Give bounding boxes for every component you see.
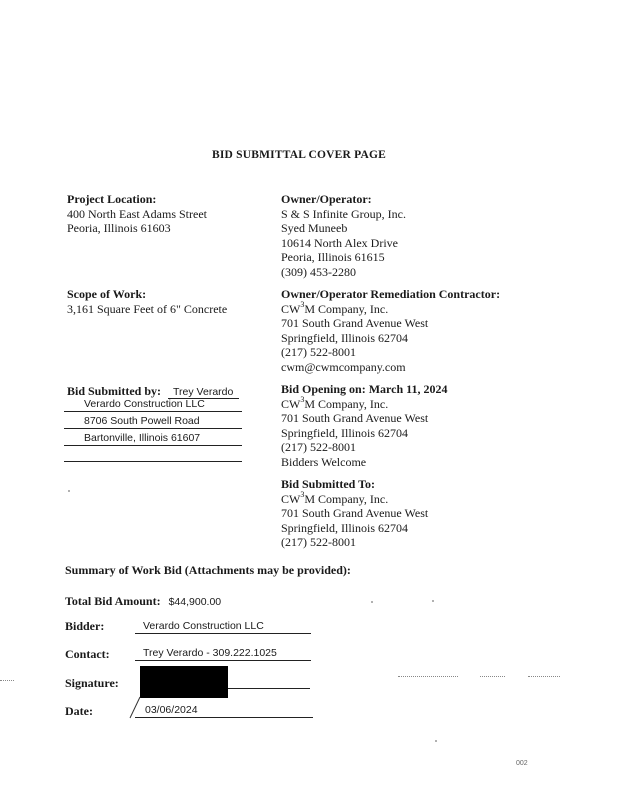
blank-line [64,449,242,462]
bidder-value: Verardo Construction LLC [135,620,311,634]
project-location-heading: Project Location: [67,192,157,206]
owner-operator-line: Peoria, Illinois 61615 [281,250,385,264]
scan-speck [371,601,373,603]
owner-operator-block [281,192,406,279]
date-value: 03/06/2024 [135,704,313,718]
page-mark: 002 [516,760,528,767]
bid-opening-line: Bidders Welcome [281,454,367,469]
signature-redaction [140,666,228,698]
owner-operator-line: Syed Muneeb [281,221,348,235]
scan-speck [432,600,434,602]
bid-submitted-to-line: 701 South Grand Avenue West [281,506,429,520]
project-location-line: 400 North East Adams Street [67,206,207,221]
remediation-contractor-block [281,287,500,374]
scope-of-work-line: 3,161 Square Feet of 6" Concrete [67,301,228,316]
bid-submitted-to-line: Springfield, Illinois 62704 [281,520,408,535]
scan-speck [68,490,70,492]
scan-artifact-line [0,680,14,681]
contact-label: Contact: [65,647,110,661]
scope-of-work-heading: Scope of Work: [67,287,147,301]
contact-value: Trey Verardo - 309.222.1025 [135,647,311,661]
bid-submitted-to-company: $CW^3M$ Company, Inc. [281,489,389,506]
scan-speck [435,740,437,742]
owner-operator-line: (309) 453-2280 [281,264,356,279]
owner-operator-line: S & S Infinite Group, Inc. [281,206,406,221]
bidder-street-line: 8706 South Powell Road [64,415,242,429]
remediation-contractor-email: cwm@cwmcompany.com [281,359,406,374]
bid-submitted-to-heading: Bid Submitted To: [281,477,376,491]
bid-opening-line: (217) 522-8001 [281,440,356,454]
bid-submitted-by-heading: Bid Submitted by: [67,384,162,398]
bid-opening-company: $CW^3M$ Company, Inc. [281,394,389,411]
signature-line [228,688,310,689]
bid-opening-line: Springfield, Illinois 62704 [281,425,408,440]
bid-submitted-by-address [64,398,242,462]
scan-artifact-line [528,676,560,677]
bidder-label: Bidder: [65,619,105,633]
total-bid-row [65,592,221,610]
remediation-contractor-line: 701 South Grand Avenue West [281,316,429,330]
bid-submitted-by-name: Trey Verardo [168,386,239,399]
scan-artifact-line [480,676,505,677]
date-label: Date: [65,704,93,718]
bid-submitted-to-block [281,477,428,550]
remediation-contractor-line: (217) 522-8001 [281,345,356,359]
signature-label: Signature: [65,676,119,690]
bid-opening-heading: Bid Opening on: March 11, 2024 [281,382,448,396]
bidder-city-line: Bartonville, Illinois 61607 [64,432,242,446]
project-location-block [67,192,207,236]
bid-opening-block [281,382,447,469]
remediation-contractor-line: Springfield, Illinois 62704 [281,330,408,345]
bid-submitted-to-line: (217) 522-8001 [281,535,356,549]
total-bid-value: $44,900.00 [168,596,222,608]
bid-opening-line: 701 South Grand Avenue West [281,411,429,425]
project-location-line: Peoria, Illinois 61603 [67,221,171,235]
owner-operator-line: 10614 North Alex Drive [281,235,398,250]
scope-of-work-block [67,287,227,316]
total-bid-label: Total Bid Amount: [65,594,161,608]
summary-heading: Summary of Work Bid (Attachments may be provided): [65,563,351,577]
page-title: BID SUBMITTAL COVER PAGE [212,149,387,161]
remediation-contractor-heading: Owner/Operator Remediation Contractor: [281,287,501,301]
scan-artifact-line [398,676,458,677]
owner-operator-heading: Owner/Operator: [281,192,372,206]
bidder-company-line: Verardo Construction LLC [64,398,242,412]
remediation-contractor-company: $CW^3M$ Company, Inc. [281,299,389,316]
